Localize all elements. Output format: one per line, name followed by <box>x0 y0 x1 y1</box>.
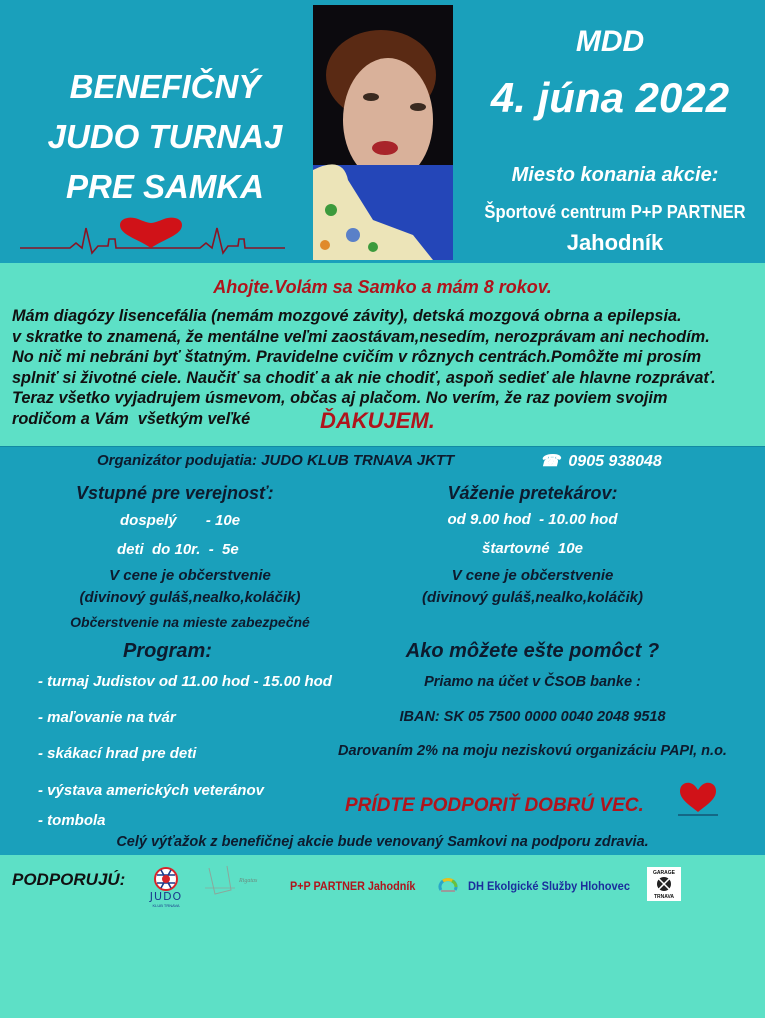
event-date: 4. júna 2022 <box>490 74 730 121</box>
entry-fee-heading: Vstupné pre verejnosť: <box>76 483 274 503</box>
entry-included-detail: (divinový guláš,nealko,koláčik) <box>79 589 301 606</box>
program-item: - výstava amerických veteránov <box>38 782 264 799</box>
story-line: No nič mi nebráni byť štatným. Pravidelne cvičím v rôznych centrách.Pomôžte mi prosím <box>12 348 702 366</box>
child-portrait-image <box>313 5 453 260</box>
sponsor-pp-partner: P+P PARTNER Jahodník <box>290 879 416 893</box>
program-item: - skákací hrad pre deti <box>38 745 197 762</box>
story-line: rodičom a Vám všetkým veľké <box>12 409 251 428</box>
program-heading: Program: <box>123 640 212 662</box>
phone-icon: ☎ <box>540 453 560 470</box>
svg-text:GARAGE: GARAGE <box>653 870 675 876</box>
child-photo <box>313 5 453 260</box>
sponsors-label: PODPORUJÚ: <box>12 870 126 889</box>
organizer: Organizátor podujatia: JUDO KLUB TRNAVA JKTT <box>97 452 455 469</box>
venue-name: Športové centrum P+P PARTNER <box>484 202 746 222</box>
help-heading: Ako môžete ešte pomôct ? <box>405 640 660 662</box>
sponsor-garage-trnava-logo <box>647 867 681 901</box>
two-percent-donation: Darovaním 2% na moju neziskovú organizáciu PAPI, n.o. <box>338 743 727 759</box>
proceeds-note: Celý výťažok z benefičnej akcie bude venovaný Samkovi na podporu zdravia. <box>116 834 649 850</box>
bank-info: Priamo na účet v ČSOB banke : <box>424 674 641 690</box>
venue-city: Jahodník <box>566 230 664 255</box>
mdd-label: MDD <box>575 25 645 58</box>
dh-ekologicke-sluzby-icon <box>437 877 459 895</box>
program-item: - maľovanie na tvár <box>38 709 176 726</box>
heart-icon <box>678 782 718 818</box>
venue-label: Miesto konania akcie: <box>511 164 719 186</box>
event-title <box>20 62 310 212</box>
greeting: Ahojte.Volám sa Samko a mám 8 rokov. <box>213 277 552 297</box>
title-line-2: JUDO TURNAJ <box>47 118 283 155</box>
iban: IBAN: SK 05 7500 0000 0040 2048 9518 <box>399 709 666 725</box>
story-line: Teraz všetko vyjadrujem úsmevom, občas aj plačom. No verím, že raz poviem svojim <box>12 389 668 407</box>
starting-fee: štartovné 10e <box>482 540 583 557</box>
svg-text:Rigatas: Rigatas <box>239 878 258 884</box>
judo-club-icon <box>153 866 179 892</box>
weighing-heading: Váženie pretekárov: <box>447 483 618 503</box>
entry-fee-children: deti do 10r. - 5e <box>117 541 239 558</box>
weighing-time: od 9.00 hod - 10.00 hod <box>447 511 618 528</box>
heart-ecg-icon <box>20 215 285 255</box>
story-line: splniť si životné ciele. Naučiť sa chodiť a ak nie chodiť, aspoň sedieť ale hlavne rozprávať. <box>12 368 716 387</box>
entry-fee-adult: dospelý - 10e <box>120 512 241 529</box>
weighing-included-detail: (divinový guláš,nealko,koláčik) <box>422 589 643 606</box>
judo-logo-subtext: KLUB TRNAVA <box>152 903 180 908</box>
sponsor-judo-klub-trnava-logo <box>144 866 188 918</box>
judo-logo-text: JUDO <box>149 890 183 903</box>
title-line-3: PRE SAMKA <box>65 168 265 205</box>
entry-included: V cene je občerstvenie <box>109 567 271 584</box>
story-line: Mám diagózy lisencefália (nemám mozgové závity), detská mozgová obrna a epilepsia. <box>12 307 682 325</box>
phone-number: 0905 938048 <box>568 453 662 470</box>
sponsor-rigatas-logo <box>205 864 265 900</box>
story-line: v skratke to znamená, že mentálne veľmi zaostávam,nesedím, nerozprávam ani nechodím. <box>12 327 710 346</box>
call-to-action: PRÍDTE PODPORIŤ DOBRÚ VEC. <box>345 795 644 816</box>
title-line-1: BENEFIČNÝ <box>69 68 261 105</box>
svg-text:TRNAVA: TRNAVA <box>653 894 675 900</box>
sponsor-dh-ekologicke-sluzby: DH Ekolgické Služby Hlohovec <box>468 879 630 893</box>
weighing-included: V cene je občerstvenie <box>451 567 614 584</box>
phone-contact[interactable] <box>540 451 662 471</box>
refreshments-note: Občerstvenie na mieste zabezpečné <box>70 614 310 630</box>
program-item: - tombola <box>38 812 106 829</box>
program-item: - turnaj Judistov od 11.00 hod - 15.00 hod <box>38 673 332 690</box>
thanks-text: ĎAKUJEM. <box>320 408 435 433</box>
